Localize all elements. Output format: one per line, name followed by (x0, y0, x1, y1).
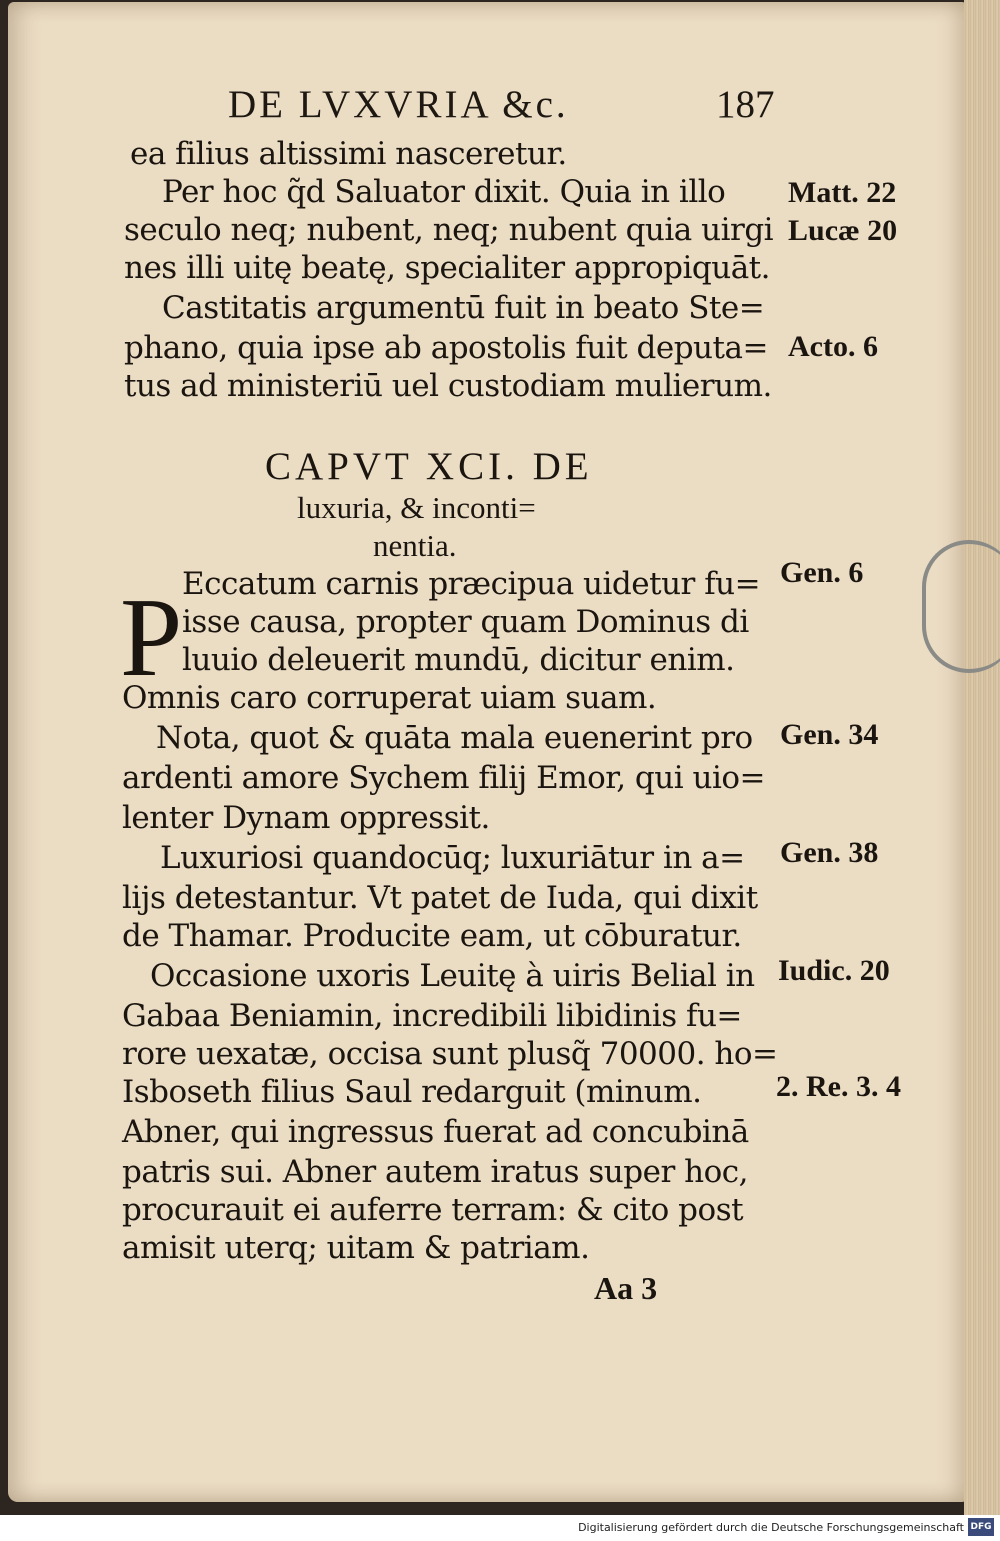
page-edges (964, 0, 1000, 1515)
chapter-subheading: luxuria, & inconti= (297, 490, 536, 525)
text-line: ardenti amore Sychem filij Emor, qui uio= (122, 760, 766, 796)
text-line: isse causa, propter quam Dominus di (182, 604, 749, 640)
margin-note: 2. Re. 3. 4 (776, 1070, 901, 1103)
text-line: Per hoc q̃d Saluator dixit. Quia in illo (162, 174, 726, 210)
text-line: Isboseth filius Saul redarguit (minum. (122, 1074, 702, 1110)
text-line: procurauit ei auferre terram: & cito post (122, 1192, 744, 1228)
text-line: Gabaa Beniamin, incredibili libidinis fu= (122, 998, 742, 1034)
digitization-credit: Digitalisierung gefördert durch die Deutsche Forschungsgemeinschaft (578, 1521, 964, 1534)
text-line: Nota, quot & quāta mala euenerint pro (156, 720, 753, 756)
chapter-subheading: nentia. (373, 528, 457, 563)
page-number: 187 (716, 83, 775, 126)
text-line: de Thamar. Producite eam, ut cōburatur. (122, 918, 742, 954)
margin-note: Gen. 6 (780, 556, 864, 589)
margin-note: Acto. 6 (788, 330, 878, 363)
text-line: Castitatis argumentū fuit in beato Ste= (162, 290, 765, 326)
text-line: rore uexatæ, occisa sunt plusq̃ 70000. ho= (122, 1036, 778, 1072)
text-line: ea filius altissimi nasceretur. (130, 136, 567, 172)
text-line: tus ad ministeriū uel custodiam mulierum. (124, 368, 772, 404)
margin-note: Iudic. 20 (778, 954, 890, 987)
margin-note: Lucæ 20 (788, 214, 898, 247)
paper-clip-icon (922, 540, 1000, 673)
text-line: amisit uterq; uitam & patriam. (122, 1230, 590, 1266)
signature-mark: Aa 3 (594, 1270, 658, 1306)
text-line: lijs detestantur. Vt patet de Iuda, qui dixit (122, 880, 758, 916)
margin-note: Gen. 38 (780, 836, 879, 869)
text-line: nes illi uitę beatę, specialiter appropiquāt. (124, 250, 770, 286)
text-line: lenter Dynam oppressit. (122, 800, 490, 836)
text-line: seculo neq; nubent, neq; nubent quia uirgi (124, 212, 774, 248)
margin-note: Gen. 34 (780, 718, 879, 751)
text-line: luuio deleuerit mundū, dicitur enim. (182, 642, 735, 678)
dfg-logo: DFG (968, 1518, 994, 1536)
text-line: phano, quia ipse ab apostolis fuit deputa= (124, 330, 768, 366)
text-line: patris sui. Abner autem iratus super hoc, (122, 1154, 748, 1190)
text-line: Omnis caro corruperat uiam suam. (122, 680, 657, 716)
margin-note: Matt. 22 (788, 176, 897, 209)
text-line: Eccatum carnis præcipua uidetur fu= (182, 566, 761, 602)
text-line: Luxuriosi quandocūq; luxuriātur in a= (160, 840, 745, 876)
text-line: Abner, qui ingressus fuerat ad concubinā (122, 1114, 749, 1150)
chapter-heading: CAPVT XCI. DE (265, 445, 593, 488)
running-title: DE LVXVRIA &c. (228, 83, 569, 126)
drop-capital: P (120, 576, 183, 700)
text-line: Occasione uxoris Leuitę à uiris Belial in (150, 958, 755, 994)
